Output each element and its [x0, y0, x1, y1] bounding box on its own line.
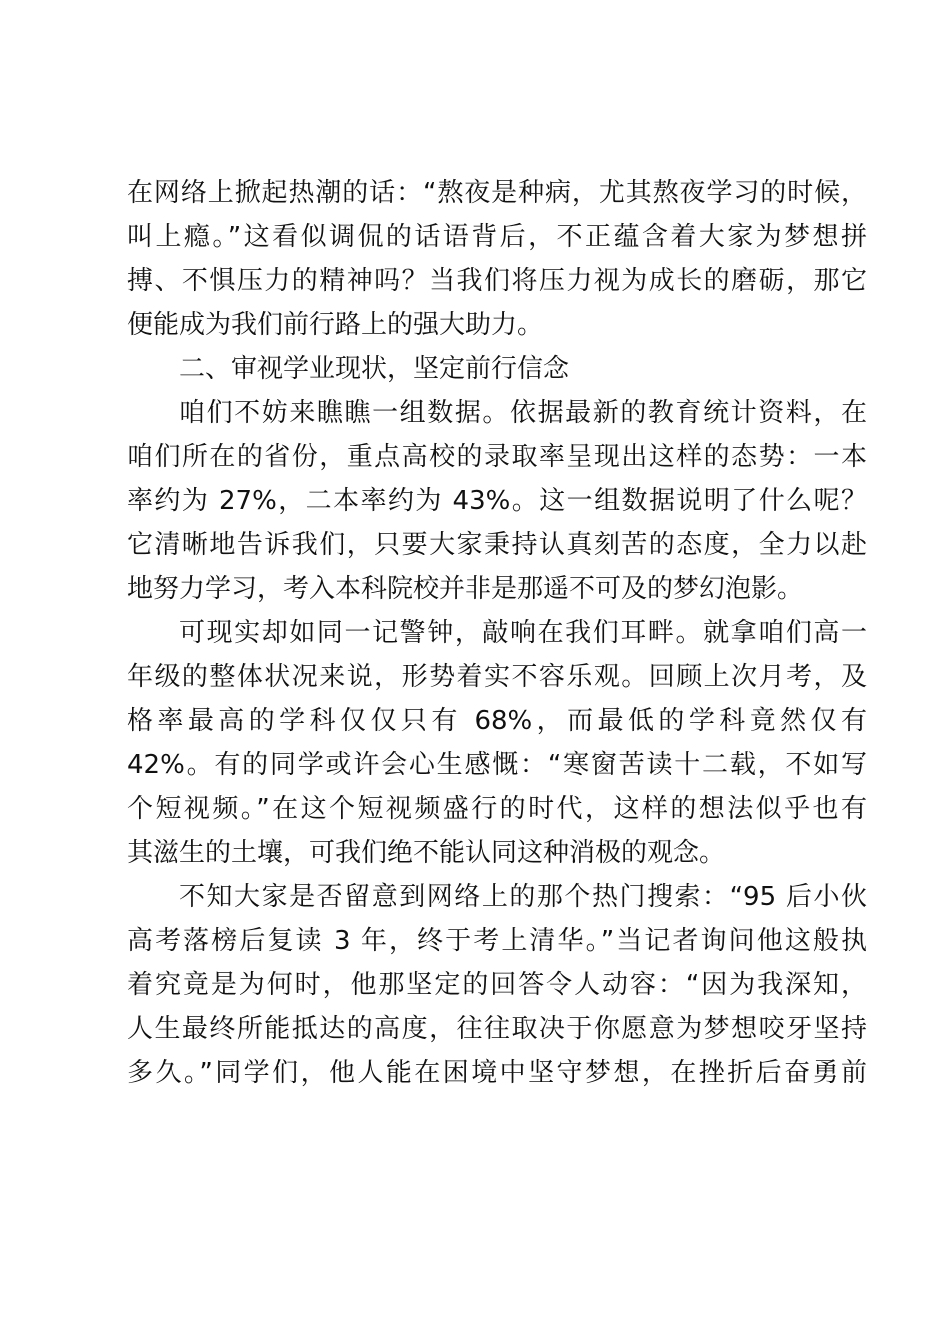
text-line: 着究竟是为何时，他那坚定的回答令人动容：“因为我深知， — [127, 970, 867, 1000]
text-line: 42%。有的同学或许会心生感慨：“寒窗苦读十二载，不如写 — [127, 750, 867, 780]
paragraph-first-line: 二、审视学业现状，坚定前行信念 — [179, 354, 570, 384]
text-line: 在网络上掀起热潮的话：“熬夜是种病，尤其熬夜学习的时候， — [127, 178, 867, 208]
text-line: 高考落榜后复读 3 年，终于考上清华。”当记者询问他这般执 — [127, 926, 867, 956]
text-line: 地努力学习，考入本科院校并非是那遥不可及的梦幻泡影。 — [127, 574, 804, 604]
text-line: 个短视频。”在这个短视频盛行的时代，这样的想法似乎也有 — [127, 794, 867, 824]
text-line: 多久。”同学们，他人能在困境中坚守梦想，在挫折后奋勇前 — [127, 1058, 867, 1088]
paragraph-first-line: 咱们不妨来瞧瞧一组数据。依据最新的教育统计资料，在 — [179, 398, 867, 428]
text-line: 人生最终所能抵达的高度，往往取决于你愿意为梦想咬牙坚持 — [127, 1014, 867, 1044]
text-line: 年级的整体状况来说，形势着实不容乐观。回顾上次月考，及 — [127, 662, 867, 692]
text-line: 叫上瘾。”这看似调侃的话语背后，不正蕴含着大家为梦想拼 — [127, 222, 867, 252]
body-text — [127, 171, 867, 1095]
text-line: 便能成为我们前行路上的强大助力。 — [127, 310, 544, 340]
text-line: 搏、不惧压力的精神吗？当我们将压力视为成长的磨砺，那它 — [127, 266, 867, 296]
text-line: 其滋生的土壤，可我们绝不能认同这种消极的观念。 — [127, 838, 726, 868]
text-line: 格率最高的学科仅仅只有 68%，而最低的学科竟然仅有 — [127, 706, 867, 736]
text-line: 咱们所在的省份，重点高校的录取率呈现出这样的态势：一本 — [127, 442, 867, 472]
text-line: 率约为 27%，二本率约为 43%。这一组数据说明了什么呢？ — [127, 486, 867, 516]
paragraph-first-line: 可现实却如同一记警钟，敲响在我们耳畔。就拿咱们高一 — [179, 618, 867, 648]
paragraph-first-line: 不知大家是否留意到网络上的那个热门搜索：“95 后小伙 — [179, 882, 867, 912]
text-line: 它清晰地告诉我们，只要大家秉持认真刻苦的态度，全力以赴 — [127, 530, 867, 560]
